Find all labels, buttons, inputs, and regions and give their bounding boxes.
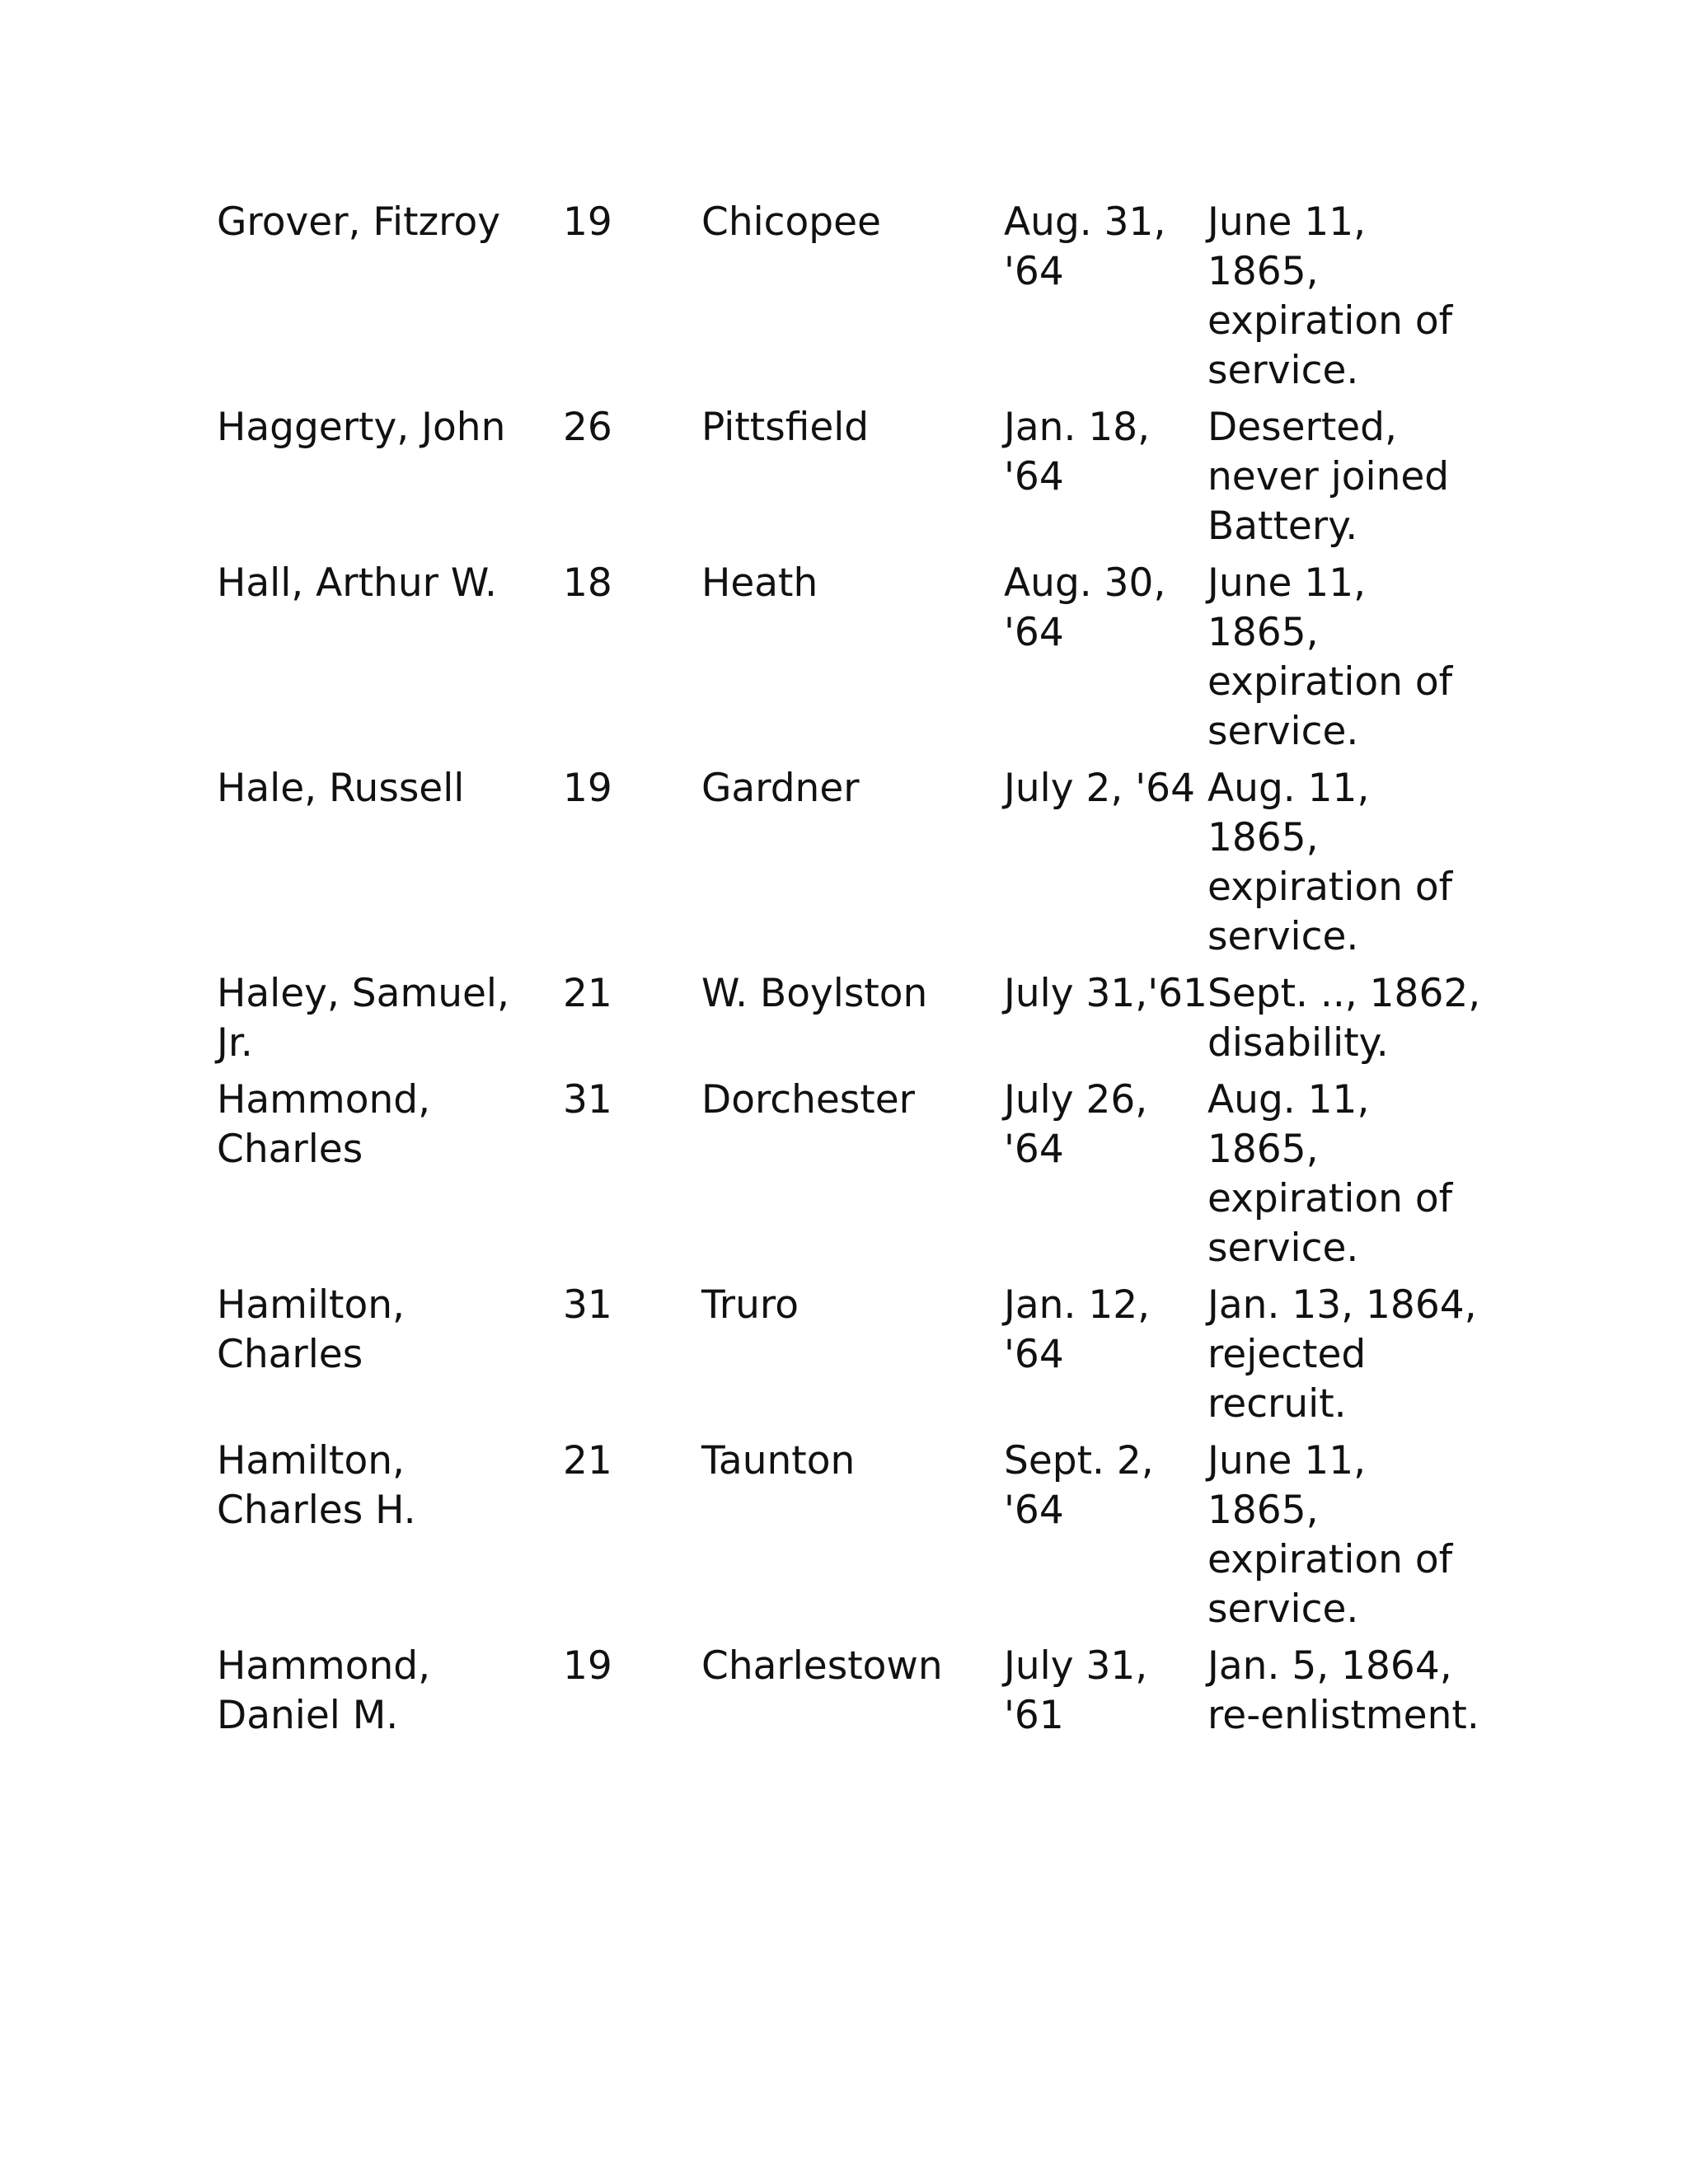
discharge-info: Aug. 11, 1865, expiration of service. xyxy=(1207,1077,1453,1271)
soldier-residence: Chicopee xyxy=(701,199,881,245)
table-row xyxy=(217,559,1486,764)
soldier-residence: Dorchester xyxy=(701,1077,915,1122)
table-row xyxy=(217,198,1486,403)
discharge-info: Jan. 13, 1864, rejected recruit. xyxy=(1207,1282,1477,1427)
soldier-name: Hammond, Charles xyxy=(217,1077,431,1172)
table-row xyxy=(217,764,1486,969)
soldier-residence: Pittsfield xyxy=(701,405,870,450)
muster-date: Aug. 30, '64 xyxy=(1004,560,1166,655)
table-row xyxy=(217,403,1486,559)
table-row xyxy=(217,1076,1486,1281)
table-row xyxy=(217,1436,1486,1642)
soldier-residence: Truro xyxy=(701,1282,799,1328)
table-row xyxy=(217,1642,1486,1748)
soldier-name: Haggerty, John xyxy=(217,405,506,450)
soldier-name: Hammond, Daniel M. xyxy=(217,1643,431,1738)
discharge-info: June 11, 1865, expiration of service. xyxy=(1207,199,1453,393)
soldier-name: Hall, Arthur W. xyxy=(217,560,497,606)
muster-date: Jan. 18, '64 xyxy=(1004,405,1151,499)
discharge-info: Sept. .., 1862, disability. xyxy=(1207,971,1481,1066)
muster-date: Jan. 12, '64 xyxy=(1004,1282,1151,1377)
muster-date: July 26, '64 xyxy=(1004,1077,1148,1172)
soldier-age: 18 xyxy=(563,560,612,606)
soldier-age: 19 xyxy=(563,199,612,245)
discharge-info: June 11, 1865, expiration of service. xyxy=(1207,1438,1453,1632)
table-row xyxy=(217,969,1486,1076)
discharge-info: Aug. 11, 1865, expiration of service. xyxy=(1207,766,1453,959)
muster-date: July 31,'61 xyxy=(1004,971,1207,1016)
soldier-name: Haley, Samuel, Jr. xyxy=(217,971,509,1066)
soldier-residence: Heath xyxy=(701,560,818,606)
soldier-age: 31 xyxy=(563,1282,612,1328)
soldier-residence: Charlestown xyxy=(701,1643,943,1689)
soldier-name: Grover, Fitzroy xyxy=(217,199,501,245)
muster-date: Sept. 2, '64 xyxy=(1004,1438,1154,1533)
soldier-age: 19 xyxy=(563,766,612,811)
soldier-age: 21 xyxy=(563,971,612,1016)
soldier-age: 26 xyxy=(563,405,612,450)
muster-date: July 31, '61 xyxy=(1004,1643,1148,1738)
soldier-name: Hamilton, Charles H. xyxy=(217,1438,416,1533)
muster-date: Aug. 31, '64 xyxy=(1004,199,1166,294)
soldier-age: 19 xyxy=(563,1643,612,1689)
soldier-name: Hamilton, Charles xyxy=(217,1282,405,1377)
discharge-info: Jan. 5, 1864, re-enlistment. xyxy=(1207,1643,1479,1738)
table-row xyxy=(217,1281,1486,1436)
discharge-info: Deserted, never joined Battery. xyxy=(1207,405,1450,549)
soldier-age: 21 xyxy=(563,1438,612,1483)
roster-table xyxy=(217,198,1486,1748)
soldier-residence: Taunton xyxy=(701,1438,856,1483)
muster-date: July 2, '64 xyxy=(1004,766,1195,811)
soldier-residence: W. Boylston xyxy=(701,971,928,1016)
soldier-age: 31 xyxy=(563,1077,612,1122)
soldier-residence: Gardner xyxy=(701,766,860,811)
soldier-name: Hale, Russell xyxy=(217,766,465,811)
discharge-info: June 11, 1865, expiration of service. xyxy=(1207,560,1453,754)
